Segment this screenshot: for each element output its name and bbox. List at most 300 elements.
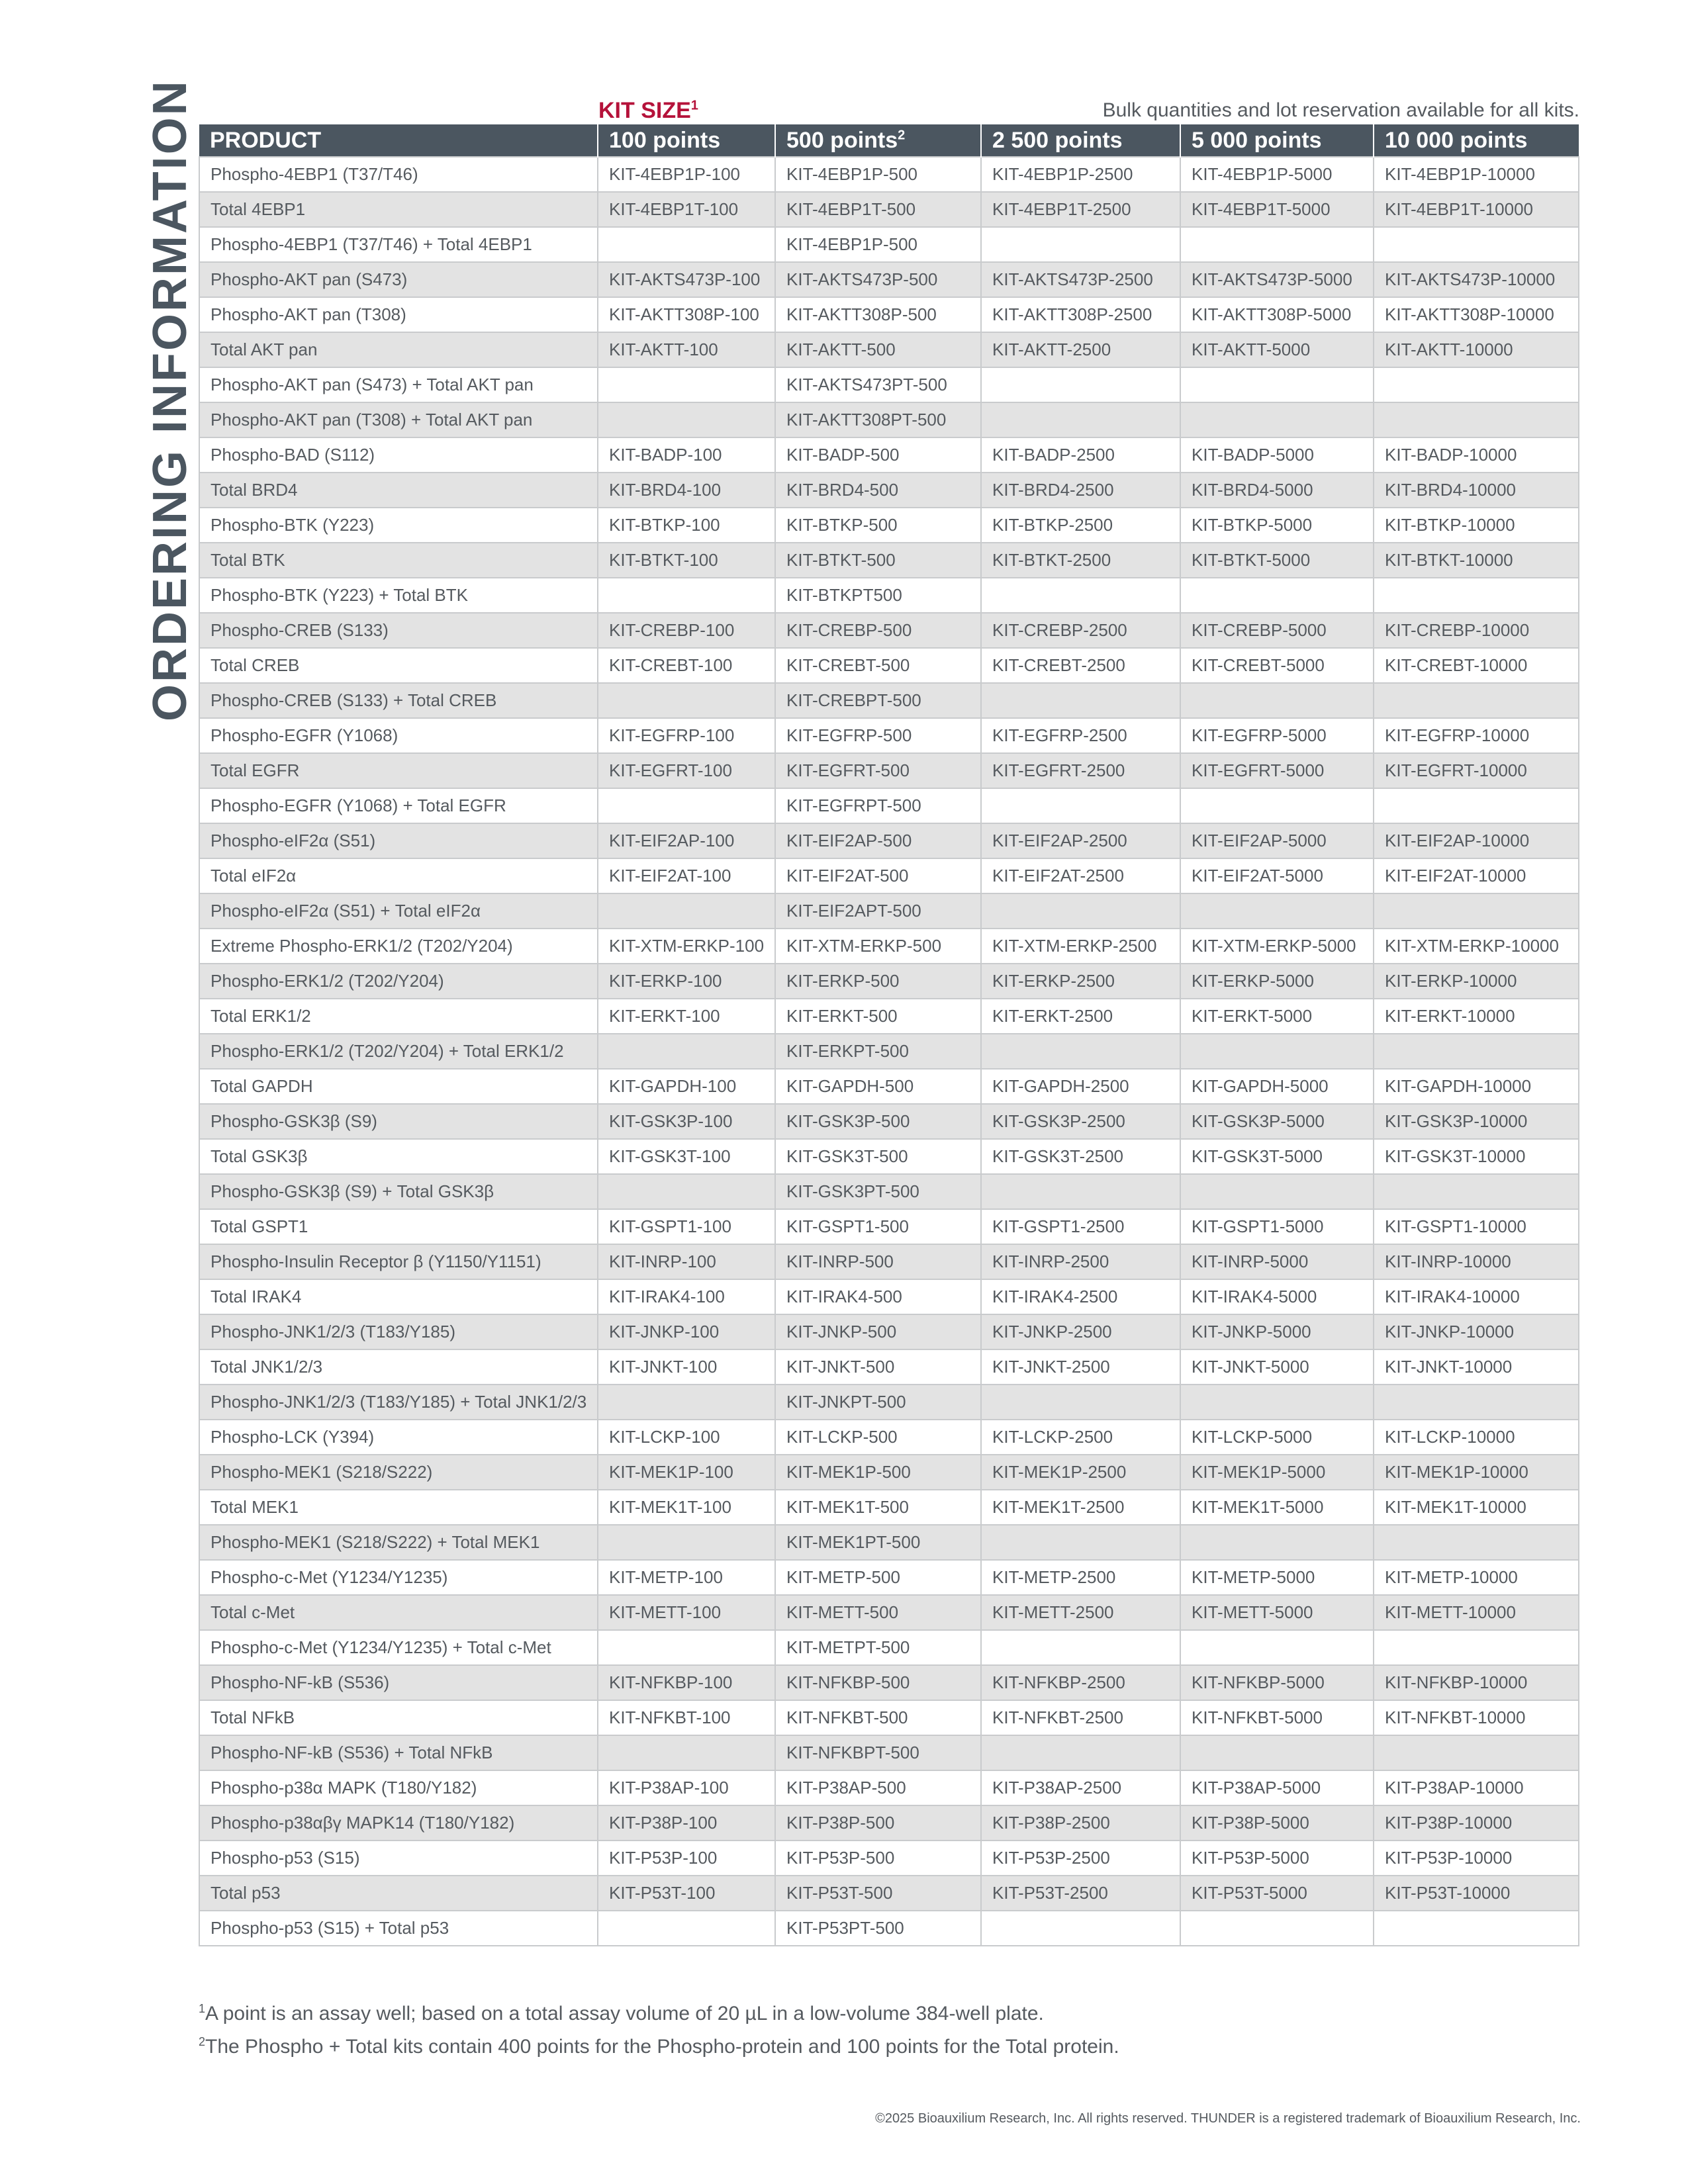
kit-10000-cell [1374,578,1579,613]
product-cell: Total GSPT1 [199,1209,598,1244]
kit-500-cell: KIT-NFKBT-500 [775,1700,981,1735]
product-cell: Total p53 [199,1876,598,1911]
kit-5000-cell: KIT-NFKBP-5000 [1180,1665,1374,1700]
footnote-2-mark: 2 [199,2035,206,2048]
kit-10000-cell: KIT-NFKBT-10000 [1374,1700,1579,1735]
product-cell: Phospho-ERK1/2 (T202/Y204) [199,964,598,999]
kit-500-cell: KIT-BTKT-500 [775,543,981,578]
kit-2500-cell [981,1174,1180,1209]
kit-100-cell [598,1630,775,1665]
header-product: PRODUCT [199,124,598,157]
table-row [199,578,1579,613]
table-row [199,1385,1579,1420]
kit-100-cell [598,1525,775,1560]
table-row [199,1244,1579,1279]
table-row [199,964,1579,999]
product-cell: Total MEK1 [199,1490,598,1525]
kit-100-cell: KIT-BTKP-100 [598,508,775,543]
table-row [199,613,1579,648]
kit-100-cell: KIT-4EBP1P-100 [598,157,775,192]
kit-100-cell: KIT-JNKP-100 [598,1314,775,1349]
kit-10000-cell: KIT-INRP-10000 [1374,1244,1579,1279]
kit-500-cell: KIT-P38AP-500 [775,1770,981,1805]
table-row [199,893,1579,929]
kit-500-cell: KIT-GSK3P-500 [775,1104,981,1139]
kit-2500-cell [981,893,1180,929]
footnote-2-text: The Phospho + Total kits contain 400 points for the Phospho-protein and 100 points for the Total protein. [205,2036,1119,2058]
kit-10000-cell: KIT-IRAK4-10000 [1374,1279,1579,1314]
kit-100-cell: KIT-EGFRT-100 [598,753,775,788]
product-cell: Phospho-LCK (Y394) [199,1420,598,1455]
kit-100-cell: KIT-CREBT-100 [598,648,775,683]
table-row [199,1139,1579,1174]
kit-5000-cell: KIT-NFKBT-5000 [1180,1700,1374,1735]
kit-10000-cell: KIT-LCKP-10000 [1374,1420,1579,1455]
kit-5000-cell: KIT-MEK1P-5000 [1180,1455,1374,1490]
kit-5000-cell: KIT-INRP-5000 [1180,1244,1374,1279]
kit-5000-cell: KIT-4EBP1P-5000 [1180,157,1374,192]
kit-10000-cell: KIT-GAPDH-10000 [1374,1069,1579,1104]
kit-10000-cell: KIT-JNKT-10000 [1374,1349,1579,1385]
kit-2500-cell: KIT-EIF2AT-2500 [981,858,1180,893]
kit-5000-cell [1180,1385,1374,1420]
kit-5000-cell: KIT-P38AP-5000 [1180,1770,1374,1805]
kit-100-cell [598,578,775,613]
kit-100-cell: KIT-GSK3T-100 [598,1139,775,1174]
table-row [199,1665,1579,1700]
kit-100-cell: KIT-LCKP-100 [598,1420,775,1455]
kit-2500-cell [981,578,1180,613]
kit-500-cell: KIT-GSK3PT-500 [775,1174,981,1209]
kit-5000-cell: KIT-ERKP-5000 [1180,964,1374,999]
kit-2500-cell: KIT-BTKP-2500 [981,508,1180,543]
kit-2500-cell: KIT-4EBP1T-2500 [981,192,1180,227]
kit-100-cell: KIT-GSK3P-100 [598,1104,775,1139]
product-cell: Phospho-BTK (Y223) + Total BTK [199,578,598,613]
kit-500-cell: KIT-ERKP-500 [775,964,981,999]
table-row [199,999,1579,1034]
header-2500-points: 2 500 points [981,124,1180,157]
kit-5000-cell [1180,1735,1374,1770]
product-cell: Total EGFR [199,753,598,788]
kit-2500-cell: KIT-P38P-2500 [981,1805,1180,1841]
kit-10000-cell: KIT-JNKP-10000 [1374,1314,1579,1349]
kit-500-cell: KIT-METT-500 [775,1595,981,1630]
product-cell: Phospho-BTK (Y223) [199,508,598,543]
kit-2500-cell: KIT-BADP-2500 [981,437,1180,473]
kit-5000-cell [1180,1911,1374,1946]
kit-100-cell [598,893,775,929]
header-500-points [775,124,981,157]
kit-10000-cell: KIT-XTM-ERKP-10000 [1374,929,1579,964]
kit-5000-cell: KIT-MEK1T-5000 [1180,1490,1374,1525]
kit-10000-cell: KIT-EIF2AP-10000 [1374,823,1579,858]
table-row [199,858,1579,893]
kit-5000-cell: KIT-GSK3P-5000 [1180,1104,1374,1139]
kit-100-cell: KIT-AKTT-100 [598,332,775,367]
product-cell: Phospho-Insulin Receptor β (Y1150/Y1151) [199,1244,598,1279]
kit-2500-cell: KIT-JNKT-2500 [981,1349,1180,1385]
kit-500-cell: KIT-BTKPT500 [775,578,981,613]
bulk-note: Bulk quantities and lot reservation available for all kits. [1102,99,1579,121]
kit-100-cell: KIT-JNKT-100 [598,1349,775,1385]
kit-500-cell: KIT-P53T-500 [775,1876,981,1911]
table-row [199,437,1579,473]
table-row [199,508,1579,543]
kit-500-cell: KIT-AKTT-500 [775,332,981,367]
kit-100-cell [598,227,775,262]
kit-10000-cell: KIT-METP-10000 [1374,1560,1579,1595]
kit-2500-cell: KIT-METP-2500 [981,1560,1180,1595]
product-cell: Total eIF2α [199,858,598,893]
kit-10000-cell: KIT-BADP-10000 [1374,437,1579,473]
kit-500-cell: KIT-EIF2AP-500 [775,823,981,858]
kit-2500-cell [981,367,1180,402]
product-cell: Total JNK1/2/3 [199,1349,598,1385]
product-cell: Phospho-MEK1 (S218/S222) [199,1455,598,1490]
table-row [199,753,1579,788]
kit-2500-cell [981,1385,1180,1420]
kit-2500-cell: KIT-IRAK4-2500 [981,1279,1180,1314]
table-row [199,648,1579,683]
kit-10000-cell [1374,1525,1579,1560]
kit-size-footnote-mark: 1 [690,98,698,113]
kit-5000-cell: KIT-EIF2AT-5000 [1180,858,1374,893]
kit-2500-cell: KIT-EGFRP-2500 [981,718,1180,753]
kit-100-cell: KIT-XTM-ERKP-100 [598,929,775,964]
kit-2500-cell: KIT-NFKBT-2500 [981,1700,1180,1735]
kit-10000-cell [1374,788,1579,823]
table-row [199,1560,1579,1595]
kit-100-cell: KIT-BRD4-100 [598,473,775,508]
kit-2500-cell [981,788,1180,823]
product-cell: Total GSK3β [199,1139,598,1174]
product-cell: Phospho-c-Met (Y1234/Y1235) [199,1560,598,1595]
product-cell: Total NFkB [199,1700,598,1735]
kit-2500-cell: KIT-CREBP-2500 [981,613,1180,648]
kit-5000-cell [1180,893,1374,929]
kit-500-cell: KIT-EIF2AT-500 [775,858,981,893]
product-cell: Total BRD4 [199,473,598,508]
table-row [199,1525,1579,1560]
product-cell: Phospho-eIF2α (S51) + Total eIF2α [199,893,598,929]
kit-5000-cell: KIT-ERKT-5000 [1180,999,1374,1034]
kit-2500-cell: KIT-ERKP-2500 [981,964,1180,999]
kit-500-cell: KIT-AKTT308P-500 [775,297,981,332]
kit-10000-cell: KIT-GSK3T-10000 [1374,1139,1579,1174]
kit-10000-cell: KIT-P53P-10000 [1374,1841,1579,1876]
table-row [199,473,1579,508]
kit-100-cell: KIT-NFKBP-100 [598,1665,775,1700]
kit-5000-cell: KIT-BTKT-5000 [1180,543,1374,578]
product-cell: Phospho-AKT pan (T308) + Total AKT pan [199,402,598,437]
kit-500-cell: KIT-METP-500 [775,1560,981,1595]
kit-10000-cell: KIT-ERKP-10000 [1374,964,1579,999]
kit-100-cell: KIT-INRP-100 [598,1244,775,1279]
kit-10000-cell: KIT-EIF2AT-10000 [1374,858,1579,893]
table-row [199,1595,1579,1630]
product-cell: Total CREB [199,648,598,683]
kit-2500-cell: KIT-METT-2500 [981,1595,1180,1630]
table-row [199,402,1579,437]
kit-100-cell: KIT-4EBP1T-100 [598,192,775,227]
kit-100-cell: KIT-MEK1T-100 [598,1490,775,1525]
table-row [199,543,1579,578]
product-cell: Phospho-EGFR (Y1068) [199,718,598,753]
kit-2500-cell: KIT-GSK3P-2500 [981,1104,1180,1139]
kit-100-cell [598,1034,775,1069]
kit-10000-cell [1374,1034,1579,1069]
kit-500-cell: KIT-MEK1PT-500 [775,1525,981,1560]
kit-500-cell: KIT-CREBT-500 [775,648,981,683]
kit-5000-cell: KIT-P53T-5000 [1180,1876,1374,1911]
kit-10000-cell [1374,893,1579,929]
product-cell: Total c-Met [199,1595,598,1630]
kit-100-cell: KIT-IRAK4-100 [598,1279,775,1314]
product-cell: Phospho-GSK3β (S9) [199,1104,598,1139]
product-cell: Phospho-c-Met (Y1234/Y1235) + Total c-Met [199,1630,598,1665]
kit-500-cell: KIT-GAPDH-500 [775,1069,981,1104]
kit-500-cell: KIT-EGFRPT-500 [775,788,981,823]
kit-10000-cell: KIT-EGFRP-10000 [1374,718,1579,753]
kit-2500-cell: KIT-NFKBP-2500 [981,1665,1180,1700]
kit-2500-cell [981,1735,1180,1770]
product-cell: Phospho-p53 (S15) + Total p53 [199,1911,598,1946]
table-row [199,1630,1579,1665]
table-row [199,1770,1579,1805]
kit-100-cell: KIT-GSPT1-100 [598,1209,775,1244]
kit-2500-cell: KIT-XTM-ERKP-2500 [981,929,1180,964]
kit-2500-cell: KIT-EGFRT-2500 [981,753,1180,788]
kit-5000-cell [1180,683,1374,718]
kit-2500-cell: KIT-BRD4-2500 [981,473,1180,508]
kit-500-cell: KIT-P53PT-500 [775,1911,981,1946]
kit-100-cell: KIT-GAPDH-100 [598,1069,775,1104]
product-cell: Phospho-ERK1/2 (T202/Y204) + Total ERK1/2 [199,1034,598,1069]
table-row [199,1805,1579,1841]
kit-5000-cell: KIT-EIF2AP-5000 [1180,823,1374,858]
product-cell: Phospho-NF-kB (S536) + Total NFkB [199,1735,598,1770]
kit-2500-cell: KIT-JNKP-2500 [981,1314,1180,1349]
table-row [199,1349,1579,1385]
footnotes [199,1995,1119,2061]
table-row [199,1841,1579,1876]
kit-5000-cell: KIT-BTKP-5000 [1180,508,1374,543]
kit-500-cell: KIT-BTKP-500 [775,508,981,543]
product-cell: Phospho-JNK1/2/3 (T183/Y185) [199,1314,598,1349]
kit-2500-cell [981,1525,1180,1560]
kit-2500-cell: KIT-P53P-2500 [981,1841,1180,1876]
kit-2500-cell: KIT-AKTT-2500 [981,332,1180,367]
table-row [199,1911,1579,1946]
kit-5000-cell: KIT-BADP-5000 [1180,437,1374,473]
table-row [199,1876,1579,1911]
table-row [199,1174,1579,1209]
kit-500-cell: KIT-EIF2APT-500 [775,893,981,929]
product-cell: Phospho-NF-kB (S536) [199,1665,598,1700]
product-cell: Total ERK1/2 [199,999,598,1034]
table-body [199,157,1579,1946]
kit-500-cell: KIT-XTM-ERKP-500 [775,929,981,964]
product-cell: Extreme Phospho-ERK1/2 (T202/Y204) [199,929,598,964]
kit-5000-cell: KIT-METP-5000 [1180,1560,1374,1595]
product-cell: Phospho-p38α MAPK (T180/Y182) [199,1770,598,1805]
kit-500-cell: KIT-MEK1T-500 [775,1490,981,1525]
product-cell: Phospho-AKT pan (S473) + Total AKT pan [199,367,598,402]
footnote-1-text: A point is an assay well; based on a total assay volume of 20 µL in a low-volume 384-well plate. [205,2003,1044,2025]
table-row [199,332,1579,367]
kit-500-cell: KIT-MEK1P-500 [775,1455,981,1490]
kit-100-cell: KIT-P53P-100 [598,1841,775,1876]
kit-2500-cell [981,1034,1180,1069]
kit-5000-cell: KIT-XTM-ERKP-5000 [1180,929,1374,964]
product-cell: Phospho-4EBP1 (T37/T46) + Total 4EBP1 [199,227,598,262]
table-row [199,1455,1579,1490]
kit-2500-cell: KIT-GAPDH-2500 [981,1069,1180,1104]
kit-10000-cell: KIT-CREBP-10000 [1374,613,1579,648]
table-row [199,683,1579,718]
table-row [199,297,1579,332]
kit-5000-cell: KIT-AKTS473P-5000 [1180,262,1374,297]
kit-100-cell: KIT-P38AP-100 [598,1770,775,1805]
kit-100-cell: KIT-P53T-100 [598,1876,775,1911]
product-cell: Total IRAK4 [199,1279,598,1314]
header-100-points: 100 points [598,124,775,157]
table-row [199,1314,1579,1349]
kit-10000-cell: KIT-AKTS473P-10000 [1374,262,1579,297]
kit-2500-cell [981,227,1180,262]
kit-500-cell: KIT-IRAK4-500 [775,1279,981,1314]
table-row [199,718,1579,753]
kit-2500-cell: KIT-GSK3T-2500 [981,1139,1180,1174]
kit-2500-cell: KIT-AKTS473P-2500 [981,262,1180,297]
kit-10000-cell: KIT-NFKBP-10000 [1374,1665,1579,1700]
kit-500-cell: KIT-JNKPT-500 [775,1385,981,1420]
kit-10000-cell: KIT-MEK1P-10000 [1374,1455,1579,1490]
kit-100-cell [598,402,775,437]
kit-2500-cell: KIT-AKTT308P-2500 [981,297,1180,332]
kit-5000-cell [1180,367,1374,402]
kit-5000-cell: KIT-AKTT308P-5000 [1180,297,1374,332]
table-row [199,1104,1579,1139]
header-500-footnote-mark: 2 [898,128,906,143]
kit-5000-cell [1180,1174,1374,1209]
table-row [199,788,1579,823]
kit-5000-cell: KIT-GSK3T-5000 [1180,1139,1374,1174]
kit-100-cell [598,1174,775,1209]
kit-2500-cell: KIT-EIF2AP-2500 [981,823,1180,858]
kit-10000-cell [1374,1630,1579,1665]
product-cell: Phospho-EGFR (Y1068) + Total EGFR [199,788,598,823]
product-cell: Phospho-AKT pan (S473) [199,262,598,297]
kit-500-cell: KIT-METPT-500 [775,1630,981,1665]
kit-500-cell: KIT-ERKT-500 [775,999,981,1034]
kit-5000-cell: KIT-EGFRP-5000 [1180,718,1374,753]
kit-10000-cell: KIT-ERKT-10000 [1374,999,1579,1034]
product-cell: Phospho-p38αβγ MAPK14 (T180/Y182) [199,1805,598,1841]
kit-5000-cell: KIT-JNKT-5000 [1180,1349,1374,1385]
kit-5000-cell: KIT-GSPT1-5000 [1180,1209,1374,1244]
kit-5000-cell [1180,1525,1374,1560]
kit-500-cell: KIT-ERKPT-500 [775,1034,981,1069]
kit-100-cell: KIT-MEK1P-100 [598,1455,775,1490]
kit-100-cell: KIT-BTKT-100 [598,543,775,578]
product-cell: Total BTK [199,543,598,578]
kit-10000-cell: KIT-P38P-10000 [1374,1805,1579,1841]
kit-10000-cell: KIT-GSPT1-10000 [1374,1209,1579,1244]
kit-100-cell: KIT-NFKBT-100 [598,1700,775,1735]
kit-2500-cell: KIT-MEK1P-2500 [981,1455,1180,1490]
header-5000-points: 5 000 points [1180,124,1374,157]
kit-10000-cell: KIT-METT-10000 [1374,1595,1579,1630]
kit-500-cell: KIT-INRP-500 [775,1244,981,1279]
kit-100-cell: KIT-BADP-100 [598,437,775,473]
kit-10000-cell: KIT-EGFRT-10000 [1374,753,1579,788]
kit-5000-cell: KIT-P38P-5000 [1180,1805,1374,1841]
kit-500-cell: KIT-JNKT-500 [775,1349,981,1385]
kit-100-cell: KIT-METT-100 [598,1595,775,1630]
kit-10000-cell: KIT-P53T-10000 [1374,1876,1579,1911]
product-cell: Phospho-BAD (S112) [199,437,598,473]
table-row [199,227,1579,262]
kit-10000-cell [1374,683,1579,718]
kit-10000-cell: KIT-4EBP1T-10000 [1374,192,1579,227]
kit-size-label [598,98,698,124]
kit-10000-cell: KIT-BRD4-10000 [1374,473,1579,508]
kit-500-cell: KIT-LCKP-500 [775,1420,981,1455]
kit-10000-cell [1374,367,1579,402]
kit-5000-cell: KIT-CREBT-5000 [1180,648,1374,683]
kit-5000-cell: KIT-EGFRT-5000 [1180,753,1374,788]
header-10000-points: 10 000 points [1374,124,1579,157]
kit-100-cell [598,1911,775,1946]
kit-100-cell: KIT-CREBP-100 [598,613,775,648]
kit-500-cell: KIT-AKTS473P-500 [775,262,981,297]
product-cell: Total GAPDH [199,1069,598,1104]
product-cell: Phospho-4EBP1 (T37/T46) [199,157,598,192]
table-row [199,1034,1579,1069]
kit-500-cell: KIT-4EBP1P-500 [775,157,981,192]
kit-500-cell: KIT-CREBPT-500 [775,683,981,718]
kit-10000-cell: KIT-4EBP1P-10000 [1374,157,1579,192]
kit-2500-cell: KIT-GSPT1-2500 [981,1209,1180,1244]
kit-500-cell: KIT-AKTT308PT-500 [775,402,981,437]
kit-2500-cell [981,1630,1180,1665]
kit-10000-cell [1374,1174,1579,1209]
kit-100-cell: KIT-ERKP-100 [598,964,775,999]
kit-500-cell: KIT-AKTS473PT-500 [775,367,981,402]
kit-100-cell [598,788,775,823]
table-row [199,1209,1579,1244]
product-cell: Phospho-AKT pan (T308) [199,297,598,332]
kit-2500-cell [981,402,1180,437]
product-cell: Phospho-GSK3β (S9) + Total GSK3β [199,1174,598,1209]
kit-2500-cell: KIT-4EBP1P-2500 [981,157,1180,192]
kit-500-cell: KIT-4EBP1T-500 [775,192,981,227]
kit-500-cell: KIT-BADP-500 [775,437,981,473]
kit-100-cell: KIT-AKTS473P-100 [598,262,775,297]
kit-10000-cell: KIT-P38AP-10000 [1374,1770,1579,1805]
kit-5000-cell: KIT-METT-5000 [1180,1595,1374,1630]
kit-100-cell: KIT-METP-100 [598,1560,775,1595]
kit-5000-cell: KIT-GAPDH-5000 [1180,1069,1374,1104]
kit-5000-cell [1180,578,1374,613]
table-row [199,1420,1579,1455]
kit-5000-cell [1180,402,1374,437]
product-cell: Total AKT pan [199,332,598,367]
product-cell: Phospho-CREB (S133) + Total CREB [199,683,598,718]
product-cell: Phospho-JNK1/2/3 (T183/Y185) + Total JNK1/2/3 [199,1385,598,1420]
